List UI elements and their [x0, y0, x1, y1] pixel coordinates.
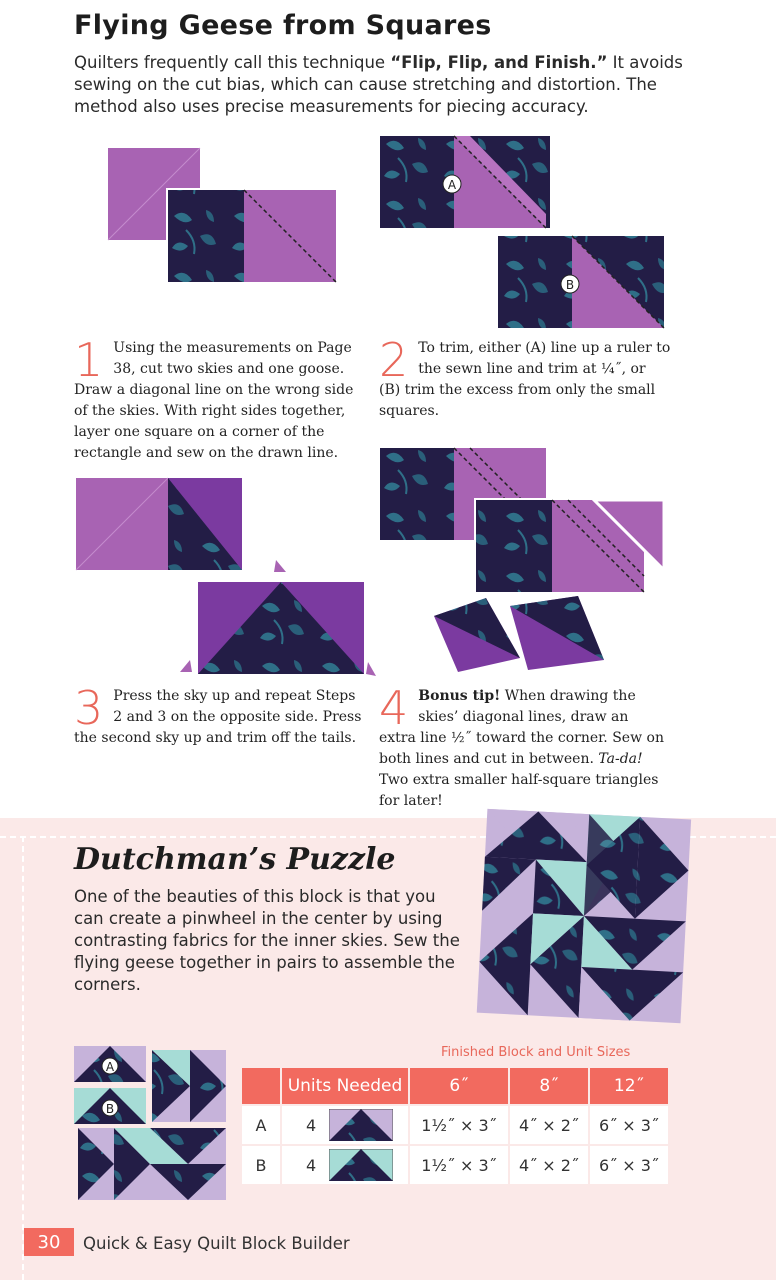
book-title: Quick & Easy Quilt Block Builder [83, 1234, 350, 1253]
table-caption: Finished Block and Unit Sizes [441, 1045, 631, 1060]
step-3: 3 Press the sky up and repeat Steps 2 and 3 on the opposite side. Press the second sky up and trim off the tails. [74, 681, 362, 746]
table-header-row [242, 1068, 668, 1104]
intro-paragraph: Quilters frequently call this technique “Flip, Flip, and Finish.” It avoids sewing on the cut bias, which can cause stretching and distortion. The method also uses precise measurements for piecing accuracy. [74, 53, 683, 116]
dashed-divider-vertical [22, 836, 24, 1280]
dutchman-block-illustration [470, 802, 696, 1028]
row-b-6: 1½˝ × 3˝ [410, 1146, 508, 1184]
step-4: 4 Bonus tip! When drawing the skies’ diagonal lines, draw an extra line ½˝ toward the corner. Sew on both lines and cut in between. Ta-da! Two extra smaller half-square triangles for later! [379, 681, 664, 809]
step-4-number: 4 [379, 681, 409, 735]
table-row [242, 1146, 668, 1184]
row-b-8: 4˝ × 2˝ [510, 1146, 588, 1184]
header-8: 8˝ [510, 1068, 588, 1104]
step2-illustration [378, 134, 668, 334]
header-blank [242, 1068, 280, 1104]
header-6: 6˝ [410, 1068, 508, 1104]
page-title: Flying Geese from Squares [74, 10, 492, 41]
page-number: 30 [24, 1228, 74, 1256]
row-a-8: 4˝ × 2˝ [510, 1106, 588, 1144]
step4-illustration [378, 446, 668, 680]
unit-a-swatch [329, 1109, 393, 1141]
header-12: 12˝ [590, 1068, 668, 1104]
dutchman-body: One of the beauties of this block is that you can create a pinwheel in the center by using contrasting fabrics for the inner skies. Sew the flying geese together in pairs to assemble the corners. [74, 887, 460, 994]
row-b-label: B [242, 1146, 280, 1184]
row-a-6: 1½˝ × 3˝ [410, 1106, 508, 1144]
label-a: A [447, 178, 457, 192]
step-2: 2 To trim, either (A) line up a ruler to the sewn line and trim at ¼˝, or (B) trim the excess from only the small squares. [379, 333, 671, 419]
unit-label-b: B [105, 1102, 115, 1116]
step-1-number: 1 [74, 333, 104, 387]
row-b-units: 4 [282, 1146, 408, 1184]
step-2-number: 2 [379, 333, 409, 387]
label-b: B [565, 278, 575, 292]
unit-b-swatch [329, 1149, 393, 1181]
sizes-table [240, 1066, 670, 1186]
step-1: 1 Using the measurements on Page 38, cut two skies and one goose. Draw a diagonal line on the wrong side of the skies. With right sides together, layer one square on a corner of the rectangle and sew on the drawn line. [74, 333, 354, 461]
units-illustration [74, 1046, 230, 1204]
row-a-units: 4 [282, 1106, 408, 1144]
table-row [242, 1106, 668, 1144]
step-3-number: 3 [74, 681, 104, 735]
dutchman-title: Dutchman’s Puzzle [74, 842, 396, 877]
row-b-12: 6˝ × 3˝ [590, 1146, 668, 1184]
header-units-needed: Units Needed [282, 1068, 408, 1104]
step3-illustration [74, 476, 378, 680]
step1-illustration [106, 146, 338, 286]
row-a-label: A [242, 1106, 280, 1144]
unit-label-a: A [105, 1060, 115, 1074]
row-a-12: 6˝ × 3˝ [590, 1106, 668, 1144]
